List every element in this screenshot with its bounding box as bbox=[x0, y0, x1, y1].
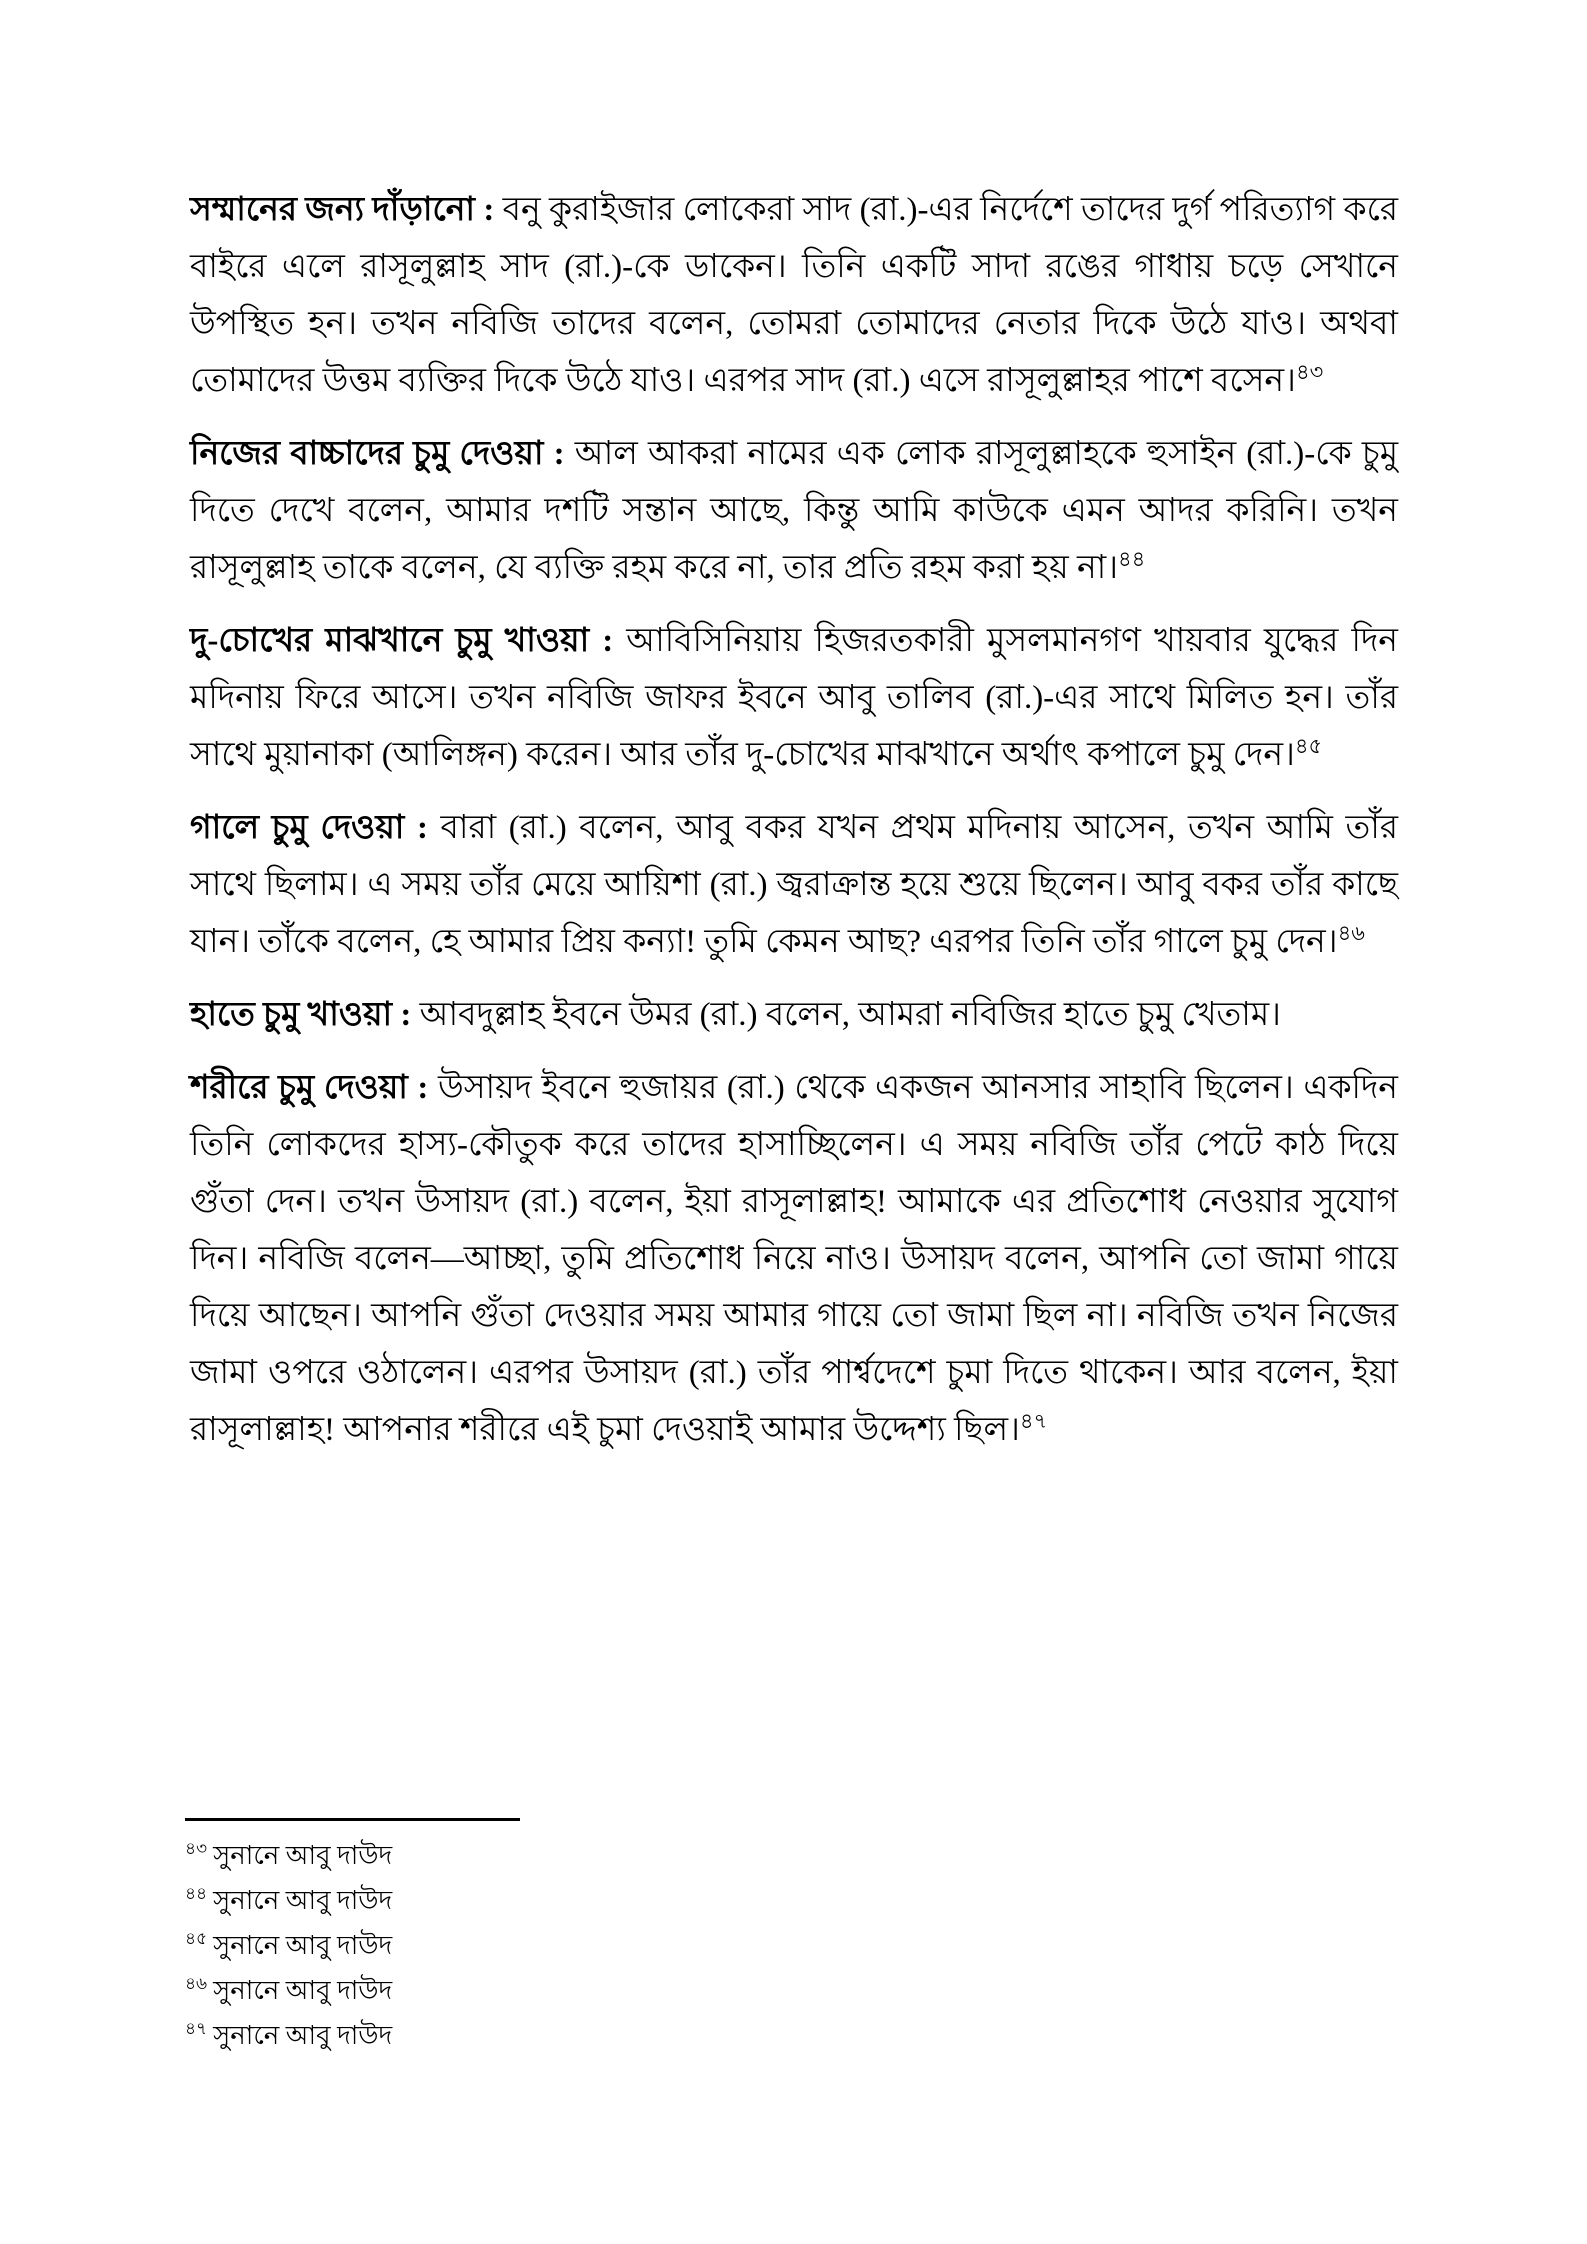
footnote-text: সুনানে আবু দাউদ bbox=[213, 1841, 393, 1870]
footnote-number: ৪৬ bbox=[185, 1974, 208, 1994]
paragraph-heading: নিজের বাচ্চাদের চুমু দেওয়া : bbox=[190, 436, 565, 472]
footnote-item bbox=[185, 1923, 1393, 1968]
paragraph-body: উসায়দ ইবনে হুজায়র (রা.) থেকে একজন আনসার সাহাবি ছিলেন। একদিন তিনি লোকদের হাস্য-কৌতুক করে তাদের হাসাচ্ছিলেন। এ সময় নবিজি তাঁর পেটে কাঠ দিয়ে গুঁতা দেন। তখন উসায়দ (রা.) বলেন, ইয়া রাসূলাল্লাহ! আমাকে এর প্রতিশোধ নেওয়ার সুযোগ দিন। নবিজি বলেন—আচ্ছা, তুমি প্রতিশোধ নিয়ে নাও। উসায়দ বলেন, আপনি তো জামা গায়ে দিয়ে আছেন। আপনি গুঁতা দেওয়ার সময় আমার গায়ে তো জামা ছিল না। নবিজি তখন নিজের জামা ওপরে ওঠালেন। এরপর উসায়দ (রা.) তাঁর পার্শ্বদেশে চুমা দিতে থাকেন। আর বলেন, ইয়া রাসূলাল্লাহ! আপনার শরীরে এই চুমা দেওয়াই আমার উদ্দেশ্য ছিল। bbox=[190, 1070, 1399, 1448]
footnote-item bbox=[185, 1968, 1393, 2013]
paragraph-heading: দু-চোখের মাঝখানে চুমু খাওয়া : bbox=[190, 623, 614, 659]
footnote-item bbox=[185, 1878, 1393, 1923]
paragraph-standing-for-respect bbox=[190, 182, 1398, 410]
footnote-divider bbox=[185, 1818, 520, 1821]
footnote-marker: ৪৬ bbox=[1337, 921, 1365, 945]
footnote-marker: ৪৫ bbox=[1294, 734, 1323, 758]
footnote-marker: ৪৩ bbox=[1295, 360, 1324, 384]
paragraph-heading: সম্মানের জন্য দাঁড়ানো : bbox=[190, 192, 495, 228]
paragraph-kissing-hand bbox=[190, 987, 1398, 1044]
footnote-marker: ৪৪ bbox=[1118, 547, 1146, 571]
footnote-number: ৪৭ bbox=[185, 2019, 208, 2039]
paragraph-heading: শরীরে চুমু দেওয়া : bbox=[190, 1070, 429, 1106]
footnote-text: সুনানে আবু দাউদ bbox=[213, 1931, 393, 1960]
paragraph-body: আবদুল্লাহ ইবনে উমর (রা.) বলেন, আমরা নবিজির হাতে চুমু খেতাম। bbox=[419, 997, 1281, 1033]
footnote-item bbox=[185, 1833, 1393, 1878]
footnote-number: ৪৩ bbox=[185, 1839, 208, 1859]
paragraph-kissing-own-children bbox=[190, 426, 1398, 597]
footnote-number: ৪৫ bbox=[185, 1929, 208, 1949]
paragraph-body: বনু কুরাইজার লোকেরা সাদ (রা.)-এর নির্দেশে তাদের দুর্গ পরিত্যাগ করে বাইরে এলে রাসূলুল্লাহ সাদ (রা.)-কে ডাকেন। তিনি একটি সাদা রঙের গাধায় চড়ে সেখানে উপস্থিত হন। তখন নবিজি তাদের বলেন, তোমরা তোমাদের নেতার দিকে উঠে যাও। অথবা তোমাদের উত্তম ব্যক্তির দিকে উঠে যাও। এরপর সাদ (রা.) এসে রাসূলুল্লাহর পাশে বসেন। bbox=[190, 192, 1399, 399]
footnotes-section bbox=[185, 1818, 1393, 2058]
paragraph-kissing-body bbox=[190, 1060, 1398, 1459]
paragraph-heading: গালে চুমু দেওয়া : bbox=[190, 810, 428, 846]
footnote-text: সুনানে আবু দাউদ bbox=[213, 2021, 393, 2050]
footnote-text: সুনানে আবু দাউদ bbox=[213, 1886, 393, 1915]
paragraph-body: আবিসিনিয়ায় হিজরতকারী মুসলমানগণ খায়বার যুদ্ধের দিন মদিনায় ফিরে আসে। তখন নবিজি জাফর ইবনে আবু তালিব (রা.)-এর সাথে মিলিত হন। তাঁর সাথে মুয়ানাকা (আলিঙ্গন) করেন। আর তাঁর দু-চোখের মাঝখানে অর্থাৎ কপালে চুমু দেন। bbox=[190, 623, 1398, 773]
paragraph-kissing-between-eyes bbox=[190, 613, 1398, 784]
page-content bbox=[190, 182, 1398, 1475]
paragraph-body: বারা (রা.) বলেন, আবু বকর যখন প্রথম মদিনায় আসেন, তখন আমি তাঁর সাথে ছিলাম। এ সময় তাঁর মেয়ে আয়িশা (রা.) জ্বরাক্রান্ত হয়ে শুয়ে ছিলেন। আবু বকর তাঁর কাছে যান। তাঁকে বলেন, হে আমার প্রিয় কন্যা! তুমি কেমন আছ? এরপর তিনি তাঁর গালে চুমু দেন। bbox=[190, 810, 1398, 960]
footnote-marker: ৪৭ bbox=[1019, 1409, 1048, 1433]
footnote-item bbox=[185, 2013, 1393, 2058]
paragraph-heading: হাতে চুমু খাওয়া : bbox=[190, 997, 412, 1033]
footnote-text: সুনানে আবু দাউদ bbox=[213, 1976, 393, 2005]
paragraph-body: আল আকরা নামের এক লোক রাসূলুল্লাহকে হুসাইন (রা.)-কে চুমু দিতে দেখে বলেন, আমার দশটি সন্তান আছে, কিন্তু আমি কাউকে এমন আদর করিনি। তখন রাসূলুল্লাহ তাকে বলেন, যে ব্যক্তি রহম করে না, তার প্রতি রহম করা হয় না। bbox=[190, 436, 1399, 586]
paragraph-kissing-cheek bbox=[190, 800, 1398, 971]
footnote-number: ৪৪ bbox=[185, 1884, 208, 1904]
